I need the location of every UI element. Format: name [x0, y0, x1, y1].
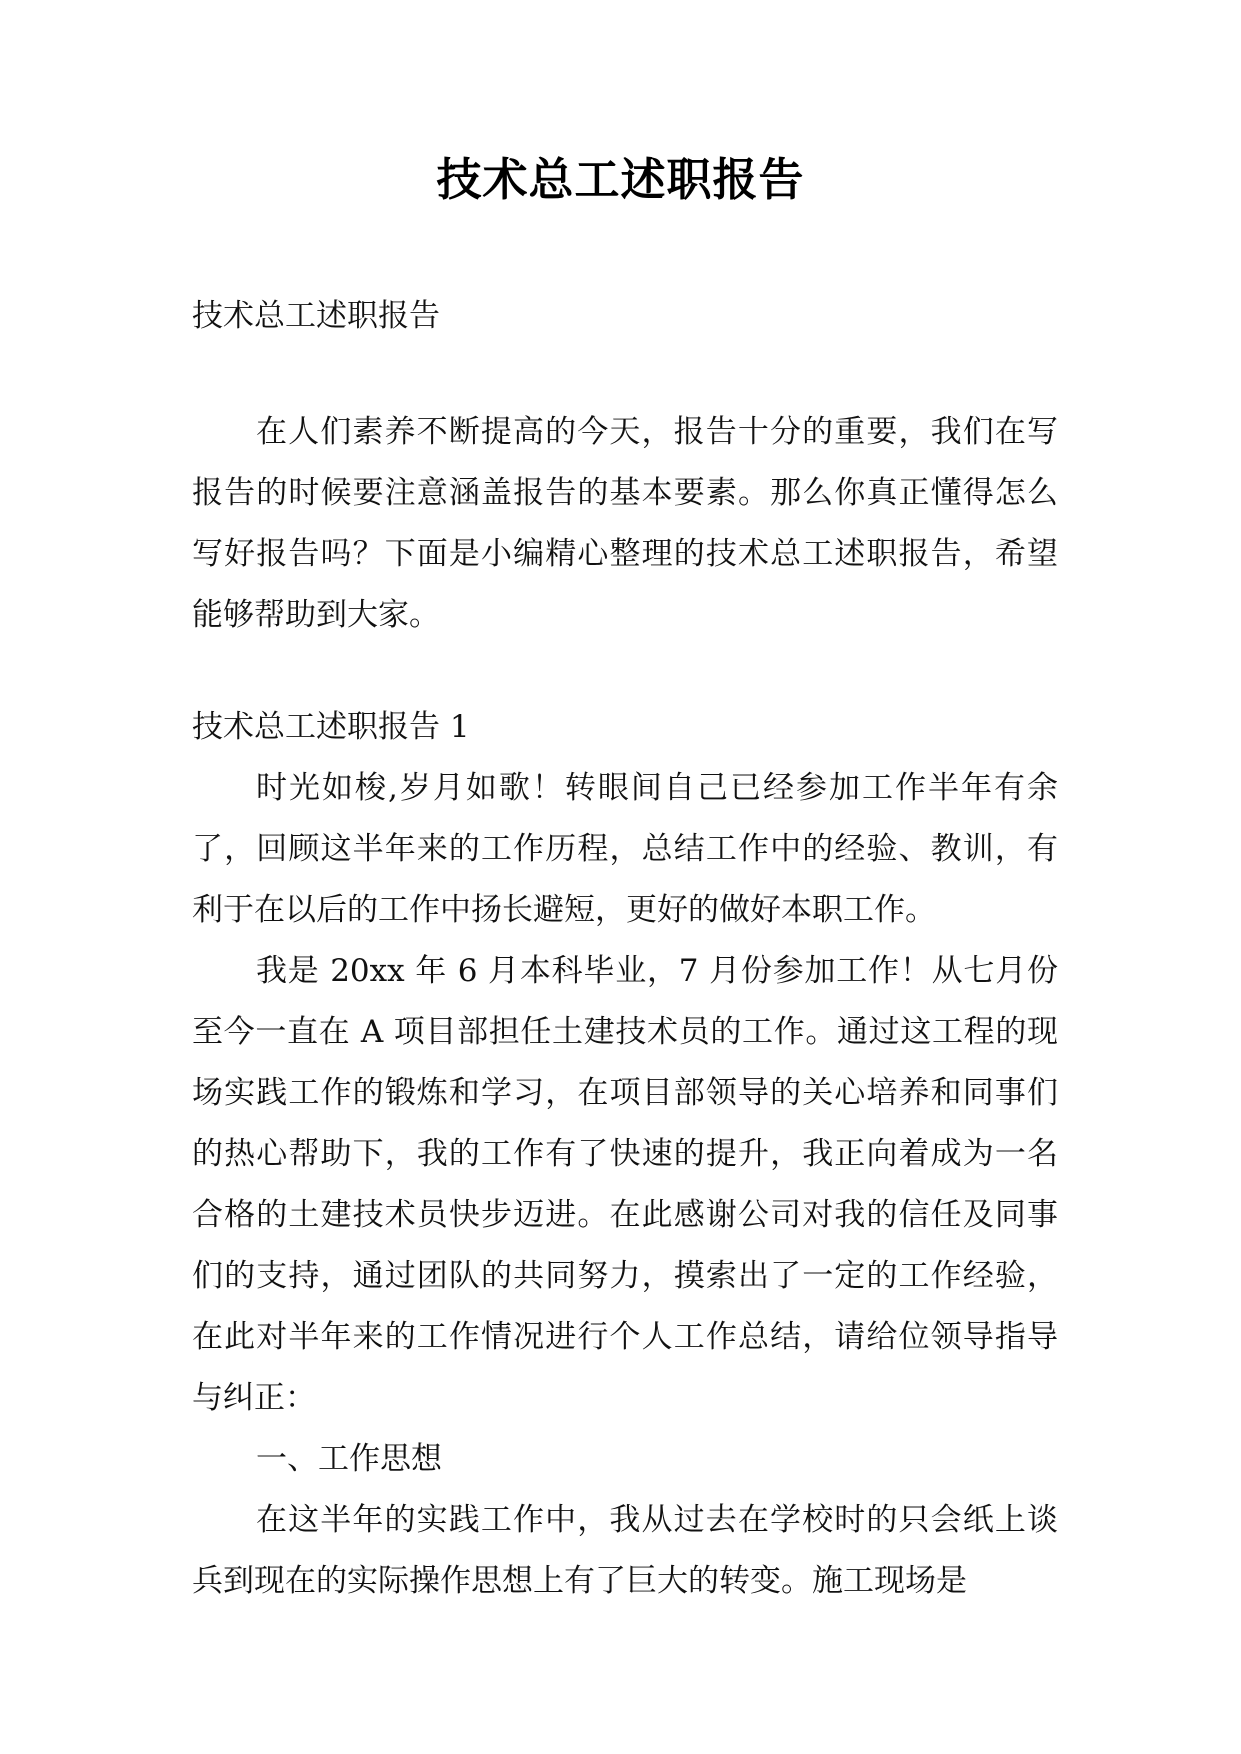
body-paragraph: 我是 20xx 年 6 月本科毕业，7 月份参加工作！从七月份至今一直在 A 项目部担任土建技术员的工作。通过这工程的现场实践工作的锻炼和学习，在项目部领导的关心培养和同事们的热心帮助下，我的工作有了快速的提升，我正向着成为一名合格的土建技术员快步迈进。在此感谢公司对我的信任及同事们的支持，通过团队的共同努力，摸索出了一定的工作经验，在此对半年来的工作情况进行个人工作总结，请给位领导指导与纠正： — [192, 953, 1058, 1416]
document-subtitle — [192, 286, 1058, 347]
intro-block — [192, 402, 1058, 646]
intro-paragraph: 在人们素养不断提高的今天，报告十分的重要，我们在写报告的时候要注意涵盖报告的基本要素。那么你真正懂得怎么写好报告吗？下面是小编精心整理的技术总工述职报告，希望能够帮助到大家。 — [192, 414, 1058, 633]
subsection-heading: 一、工作思想 — [256, 1441, 442, 1477]
section-heading: 技术总工述职报告 1 — [192, 709, 470, 745]
body-paragraph: 在这半年的实践工作中，我从过去在学校时的只会纸上谈兵到现在的实际操作思想上有了巨大的转变。施工现场是 — [192, 1502, 1058, 1599]
body-paragraph: 时光如梭,岁月如歌！转眼间自己已经参加工作半年有余了，回顾这半年来的工作历程，总结工作中的经验、教训，有利于在以后的工作中扬长避短，更好的做好本职工作。 — [192, 770, 1058, 928]
report-section — [192, 697, 1058, 1612]
subtitle-text: 技术总工述职报告 — [192, 298, 440, 334]
document-title: 技术总工述职报告 — [436, 153, 805, 206]
